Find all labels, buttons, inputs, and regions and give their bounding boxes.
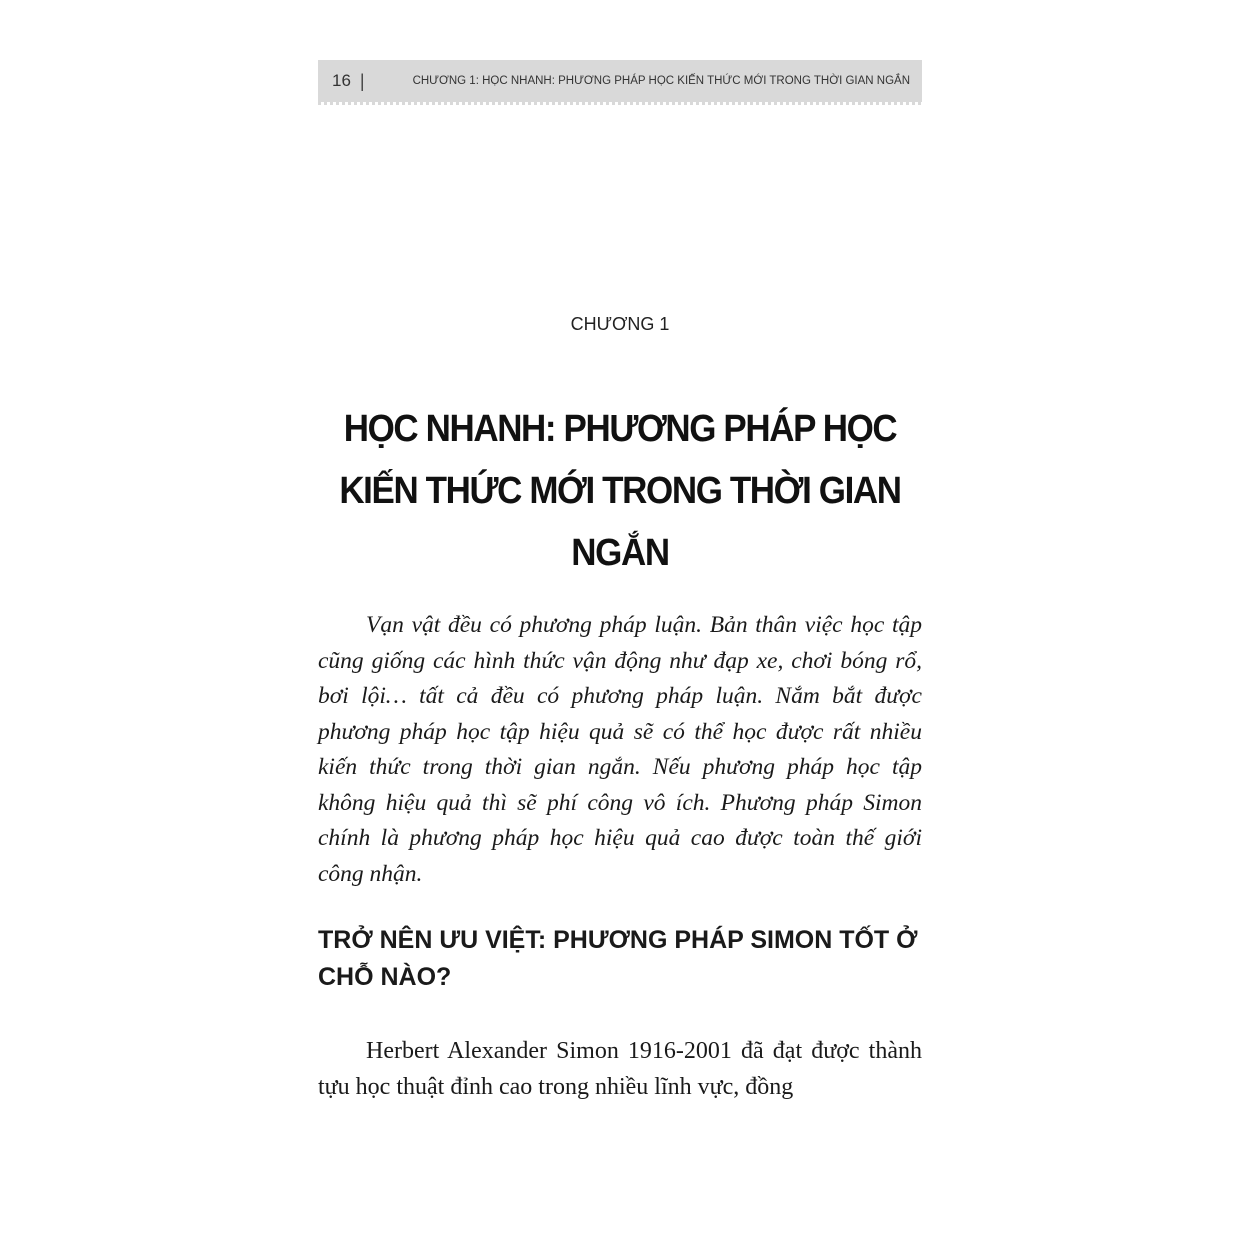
running-header: [318, 60, 922, 102]
chapter-intro-paragraph: Vạn vật đều có phương pháp luận. Bản thân việc học tập cũng giống các hình thức vận động như đạp xe, chơi bóng rổ, bơi lội… tất cả đều có phương pháp luận. Nắm bắt được phương pháp học tập hiệu quả sẽ có thể học được rất nhiều kiến thức trong thời gian ngắn. Nếu phương pháp học tập không hiệu quả thì sẽ phí công vô ích. Phương pháp Simon chính là phương pháp học hiệu quả cao được toàn thế giới công nhận.: [318, 612, 922, 887]
section-heading: TRỞ NÊN ƯU VIỆT: PHƯƠNG PHÁP SIMON TỐT Ở CHỖ NÀO?: [318, 926, 918, 991]
page-number: 16: [332, 71, 351, 90]
body-paragraph: Herbert Alexander Simon 1916-2001 đã đạt được thành tựu học thuật đỉnh cao trong nhiều lĩnh vực, đồng: [318, 1038, 922, 1100]
running-chapter-title: CHƯƠNG 1: HỌC NHANH: PHƯƠNG PHÁP HỌC KIẾN THỨC MỚI TRONG THỜI GIAN NGẮN: [412, 75, 910, 87]
chapter-title: [326, 398, 915, 584]
header-separator: |: [359, 70, 365, 91]
chapter-title-line-1: HỌC NHANH: PHƯƠNG PHÁP HỌC: [343, 408, 897, 450]
chapter-label: CHƯƠNG 1: [570, 314, 670, 334]
chapter-title-line-2: KIẾN THỨC MỚI TRONG THỜI GIAN NGẮN: [339, 470, 901, 574]
